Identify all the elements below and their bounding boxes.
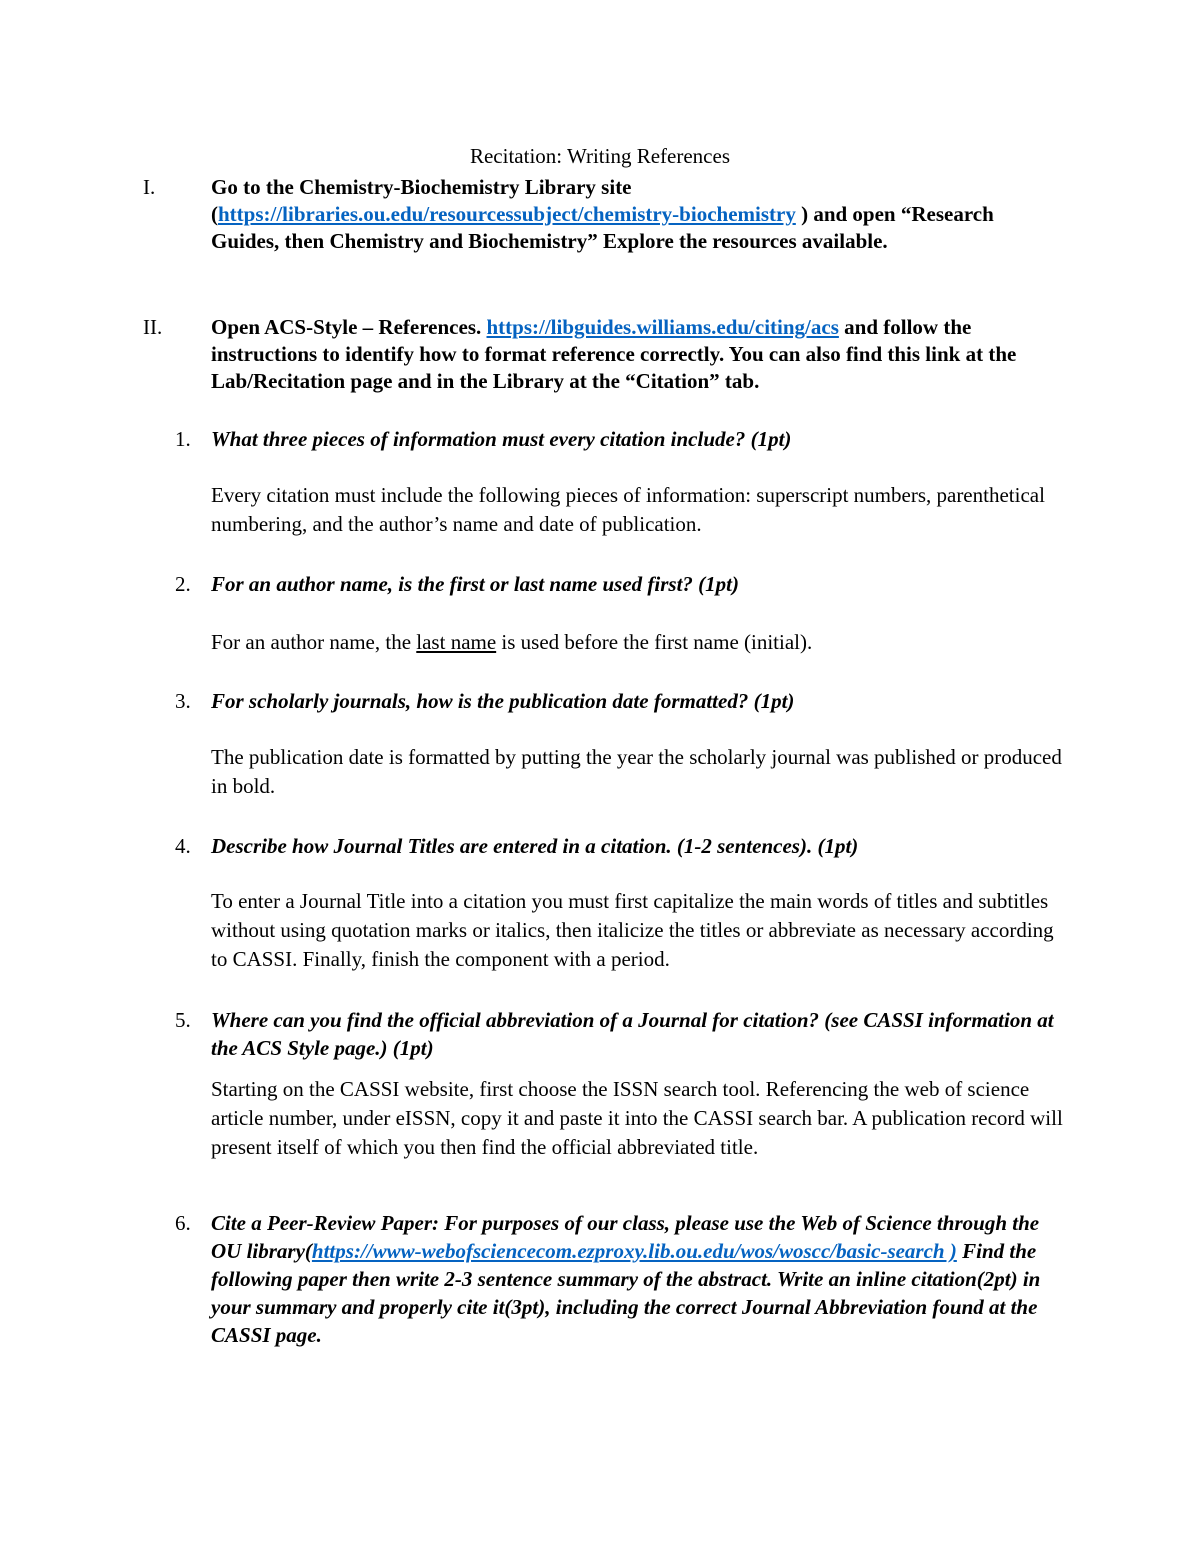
section-1-text-before: Go to the Chemistry-Biochemistry Library site ( (211, 175, 632, 226)
question-6-after: Find the following paper then write 2-3 sentence summary of the abstract. Write an inline citation(2pt) in your summary and properly cite it(3pt), including the correct Journal Abbreviation found at the CASSI page. (211, 1239, 1041, 1347)
section-marker-1: I. (143, 175, 156, 199)
question-number-6: 6. (175, 1211, 191, 1235)
question-5: Where can you find the official abbreviation of a Journal for citation? (see CASSI information at the ACS Style page.) (1pt) (211, 1008, 1054, 1060)
question-6-before: Cite a Peer-Review Paper: For purposes of our class, please use the Web of Science through the OU library( (211, 1211, 1040, 1263)
section-marker-2: II. (143, 315, 163, 339)
document-title: Recitation: Writing References (469, 144, 730, 168)
answer-2-after: is used before the first name (initial). (496, 630, 813, 654)
question-4: Describe how Journal Titles are entered in a citation. (1-2 sentences). (1pt) (211, 834, 859, 858)
section-1-text-after: ) and open “Research Guides, then Chemistry and Biochemistry” Explore the resources available. (211, 202, 994, 253)
question-6 (211, 1209, 1061, 1349)
question-1: What three pieces of information must every citation include? (1pt) (211, 427, 792, 451)
web-of-science-link[interactable]: https://www-webofsciencecom.ezproxy.lib.ou.edu/wos/woscc/basic-search ) (311, 1239, 957, 1263)
question-number-2: 2. (175, 572, 191, 596)
question-3: For scholarly journals, how is the publication date formatted? (1pt) (211, 689, 795, 713)
section-2-text-before: Open ACS-Style – References. (211, 315, 487, 339)
acs-style-link[interactable]: https://libguides.williams.edu/citing/acs (486, 315, 839, 339)
answer-4: To enter a Journal Title into a citation you must first capitalize the main words of titles and subtitles without using quotation marks or italics, then italicize the titles or abbreviate as necessary according to CASSI. Finally, finish the component with a period. (211, 889, 1054, 971)
question-number-3: 3. (175, 689, 191, 713)
section-1-text (211, 174, 1051, 255)
answer-2-before: For an author name, the (211, 630, 417, 654)
section-2-text-after: and follow the instructions to identify how to format reference correctly. You can also find this link at the Lab/Recitation page and in the Library at the “Citation” tab. (211, 315, 1017, 393)
answer-1: Every citation must include the following pieces of information: superscript numbers, parenthetical numbering, and the author’s name and date of publication. (211, 483, 1045, 536)
chemistry-library-link[interactable]: https://libraries.ou.edu/resourcessubject/chemistry-biochemistry (218, 202, 796, 226)
section-2-text (211, 314, 1051, 395)
question-number-4: 4. (175, 834, 191, 858)
answer-3: The publication date is formatted by putting the year the scholarly journal was published or produced in bold. (211, 745, 1062, 798)
question-number-5: 5. (175, 1008, 191, 1032)
answer-2-underlined: last name (416, 630, 497, 654)
answer-2 (211, 628, 1071, 657)
question-number-1: 1. (175, 427, 191, 451)
question-2: For an author name, is the first or last name used first? (1pt) (211, 572, 740, 596)
answer-5: Starting on the CASSI website, first choose the ISSN search tool. Referencing the web of science article number, under eISSN, copy it and paste it into the CASSI search bar. A publication record will present itself of which you then find the official abbreviated title. (211, 1077, 1063, 1159)
